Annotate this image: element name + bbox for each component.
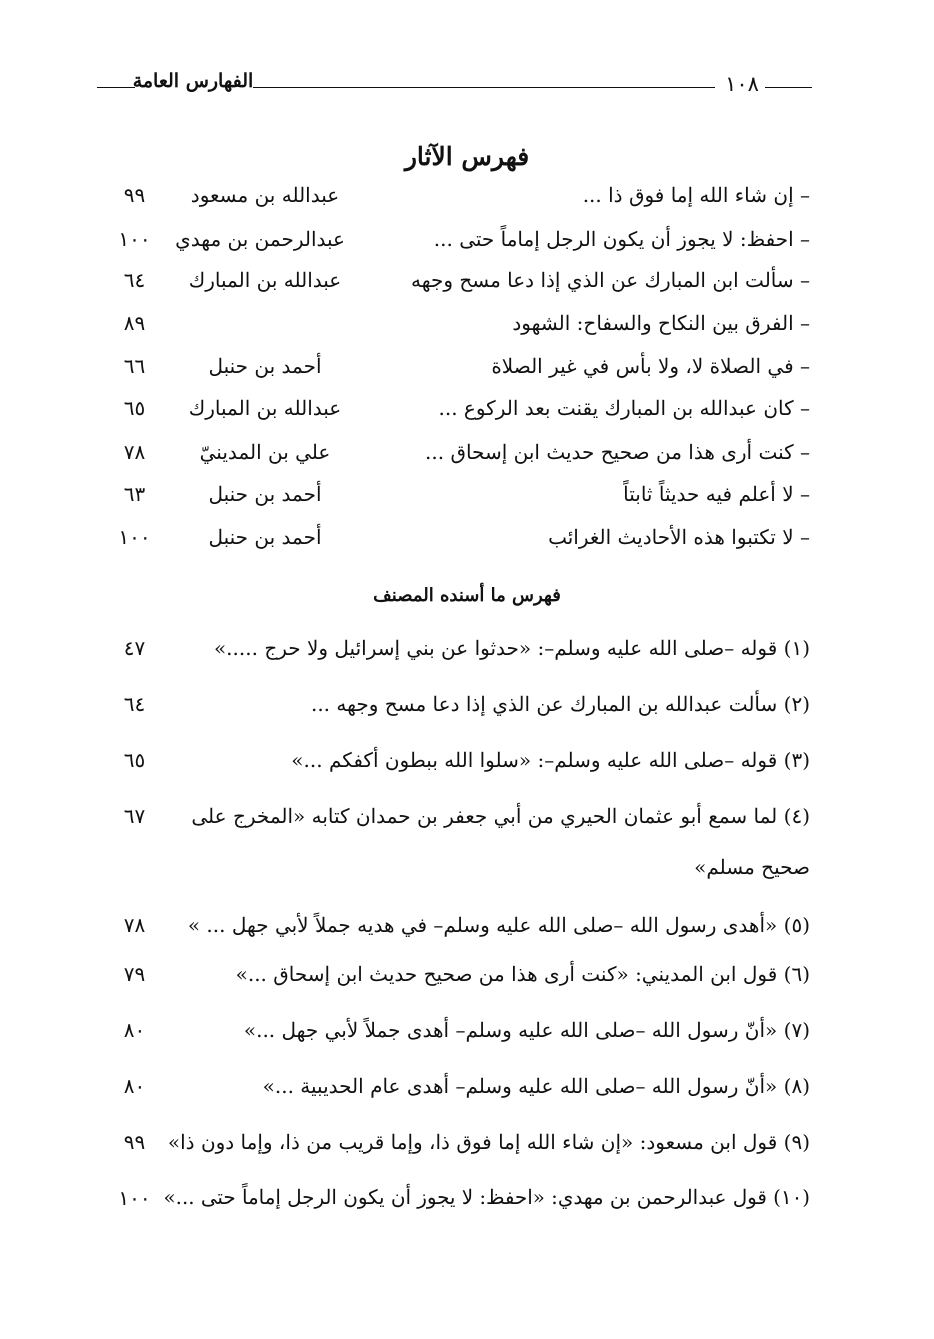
musnad-page: ٧٩ (123, 962, 146, 986)
musnad-text: (٦) قول ابن المديني: «كنت أرى هذا من صحيح حديث ابن إسحاق ...» (235, 962, 810, 986)
musnad-text: (٩) قول ابن مسعود: «إن شاء الله إما فوق ذا، وإما قريب من ذا، وإما دون ذا» (167, 1130, 810, 1154)
running-title: الفهارس العامة (132, 70, 254, 92)
musnad-page: ٦٥ (123, 748, 146, 772)
page-number: ١٠٨ (725, 72, 759, 96)
musnad-text: (٣) قوله –صلى الله عليه وسلم–: «سلوا الله ببطون أكفكم ...» (291, 748, 810, 772)
athar-page: ٦٤ (123, 268, 146, 292)
athar-text: – كنت أرى هذا من صحيح حديث ابن إسحاق ... (425, 440, 810, 464)
athar-index-title: فهرس الآثار (404, 142, 530, 171)
athar-narrator: علي بن المدينيّ (199, 440, 331, 464)
athar-page: ٩٩ (123, 183, 146, 207)
musnad-text: (٧) «أنّ رسول الله –صلى الله عليه وسلم– أهدى جملاً لأبي جهل ...» (243, 1018, 810, 1042)
musnad-text: (٢) سألت عبدالله بن المبارك عن الذي إذا دعا مسح وجهه ... (310, 692, 810, 716)
athar-text: – إن شاء الله إما فوق ذا ... (582, 183, 810, 207)
musnad-page: ٦٤ (123, 692, 146, 716)
musnad-text: (١٠) قول عبدالرحمن بن مهدي: «احفظ: لا يجوز أن يكون الرجل إماماً حتى ...» (163, 1186, 810, 1209)
athar-page: ٦٥ (123, 396, 146, 420)
athar-narrator: عبدالله بن المبارك (188, 268, 342, 292)
athar-text: – احفظ: لا يجوز أن يكون الرجل إماماً حتى ... (433, 227, 810, 251)
header-rule-right (765, 87, 812, 88)
musnad-page: ٦٧ (123, 804, 146, 828)
athar-page: ١٠٠ (118, 227, 151, 251)
athar-narrator: عبدالله بن مسعود (190, 183, 340, 207)
musnad-page: ٤٧ (123, 636, 146, 660)
athar-narrator: أحمد بن حنبل (208, 354, 322, 378)
athar-text: – في الصلاة لا، ولا بأس في غير الصلاة (491, 354, 810, 378)
musnad-text: (٨) «أنّ رسول الله –صلى الله عليه وسلم– أهدى عام الحديبية ...» (262, 1074, 810, 1098)
musnad-page: ٨٠ (123, 1018, 146, 1042)
athar-page: ١٠٠ (118, 525, 151, 549)
musnad-page: ٧٨ (123, 913, 146, 937)
athar-text: – الفرق بين النكاح والسفاح: الشهود (512, 311, 810, 335)
athar-text: – سألت ابن المبارك عن الذي إذا دعا مسح وجهه (411, 268, 810, 292)
athar-text: – كان عبدالله بن المبارك يقنت بعد الركوع ... (438, 396, 810, 420)
musnad-text: (٥) «أهدى رسول الله –صلى الله عليه وسلم– في هديه جملاً لأبي جهل ... » (187, 913, 810, 937)
athar-text: – لا أعلم فيه حديثاً ثابتاً (623, 482, 810, 506)
athar-narrator: عبدالله بن المبارك (188, 396, 342, 420)
athar-page: ٦٣ (123, 482, 146, 506)
header-rule-middle (253, 87, 715, 88)
header-rule-left (97, 87, 135, 88)
musnad-page: ٩٩ (123, 1130, 146, 1154)
athar-narrator: أحمد بن حنبل (208, 482, 322, 506)
musnad-index-title: فهرس ما أسنده المصنف (373, 585, 561, 606)
musnad-page: ٨٠ (123, 1074, 146, 1098)
musnad-text-continuation: صحيح مسلم» (694, 855, 810, 879)
athar-text: – لا تكتبوا هذه الأحاديث الغرائب (548, 525, 810, 549)
athar-page: ٦٦ (123, 354, 146, 378)
athar-narrator: عبدالرحمن بن مهدي (175, 227, 345, 251)
musnad-page: ١٠٠ (118, 1186, 151, 1210)
athar-page: ٧٨ (123, 440, 146, 464)
musnad-text: (١) قوله –صلى الله عليه وسلم–: «حدثوا عن بني إسرائيل ولا حرج .....» (213, 636, 810, 660)
athar-narrator: أحمد بن حنبل (208, 525, 322, 549)
musnad-text: (٤) لما سمع أبو عثمان الحيري من أبي جعفر بن حمدان كتابه «المخرج على (191, 804, 810, 828)
athar-page: ٨٩ (123, 311, 146, 335)
